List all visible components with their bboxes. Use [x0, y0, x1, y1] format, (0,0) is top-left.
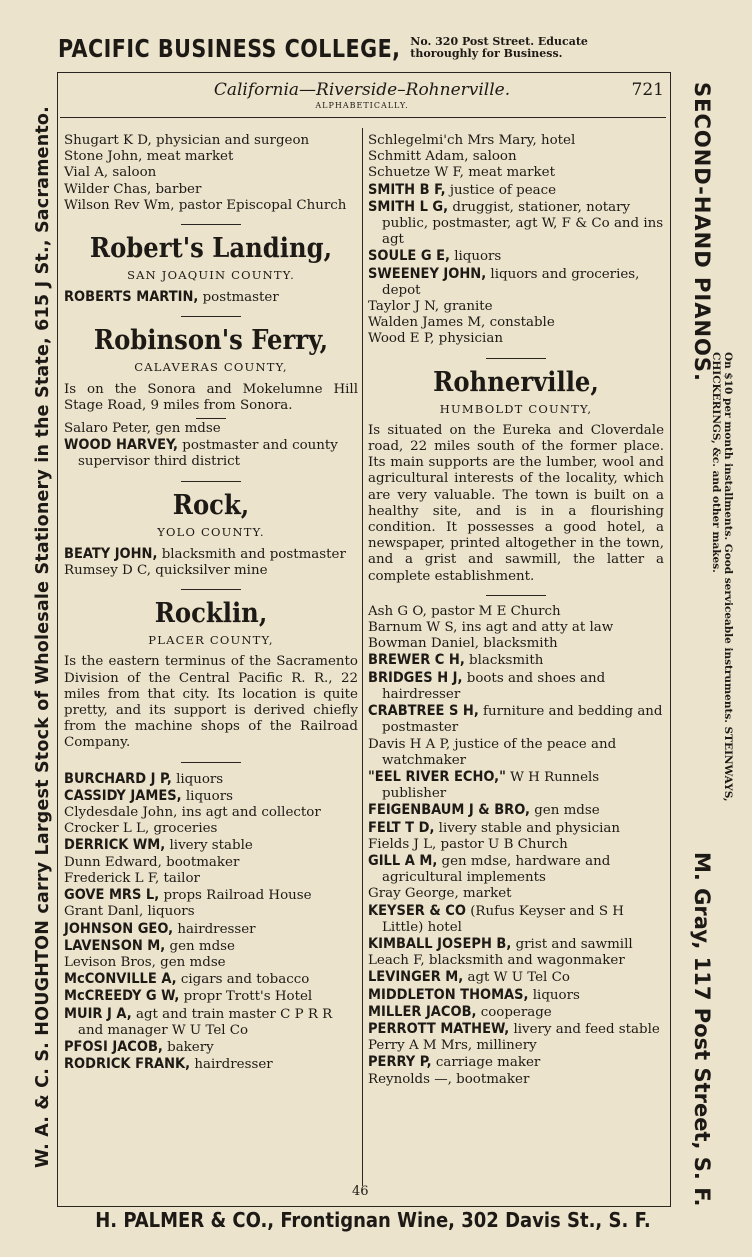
directory-entry	[64, 837, 358, 854]
footer-number: 46	[352, 1184, 369, 1199]
bottom-advertisement: H. PALMER & CO., Frontignan Wine, 302 Davis St., S. F.	[95, 1208, 651, 1232]
directory-entry	[368, 315, 664, 331]
section-rule	[486, 358, 546, 359]
section-rule	[181, 316, 241, 317]
entry-name: GILL A M,	[368, 852, 438, 869]
right-side-advertisement	[678, 82, 738, 1207]
short-dash	[196, 418, 226, 419]
directory-entry	[368, 853, 664, 886]
directory-entry	[64, 788, 358, 805]
directory-entry	[368, 886, 664, 902]
directory-entry	[64, 563, 358, 579]
county-label: CALAVERAS COUNTY,	[134, 360, 288, 375]
entry-text: props Railroad House	[159, 888, 312, 904]
page-number: 721	[631, 80, 664, 100]
directory-entry	[368, 769, 664, 802]
entry-text: gen mdse	[529, 803, 600, 819]
entry-text: livery stable	[165, 838, 253, 854]
directory-entry	[368, 266, 664, 299]
right-ad-main: SECOND-HAND PIANOS.	[690, 82, 714, 382]
place-heading: Rocklin,	[154, 598, 268, 630]
entry-text: Shugart K D, physician and surgeon	[64, 133, 310, 148]
entry-name: McCONVILLE A,	[64, 971, 177, 988]
directory-entry	[368, 987, 664, 1004]
entry-text: liquors	[171, 771, 224, 787]
entry-name: GOVE MRS L,	[64, 887, 160, 904]
entry-name: LEVINGER M,	[368, 969, 464, 986]
directory-entry	[64, 133, 358, 149]
directory-entry	[64, 855, 358, 871]
entry-name: MUIR J A,	[64, 1005, 132, 1022]
directory-entry	[64, 437, 358, 470]
directory-entry	[64, 1006, 358, 1039]
entry-text: Levison Bros, gen mdse	[64, 954, 226, 970]
entry-text: Schuetze W F, meat market	[368, 165, 555, 181]
directory-entry	[368, 903, 664, 936]
entry-name: SWEENEY JOHN,	[368, 265, 487, 282]
directory-entry	[368, 652, 664, 669]
place-heading: Robinson's Ferry,	[93, 325, 329, 357]
directory-entry	[368, 636, 664, 652]
entry-text: Ash G O, pastor M E Church	[368, 603, 561, 619]
directory-entry	[64, 289, 358, 306]
directory-entry	[64, 771, 358, 788]
entry-text: Wilder Chas, barber	[64, 181, 202, 197]
entry-name: PFOSI JACOB,	[64, 1038, 163, 1055]
entry-text: Salaro Peter, gen mdse	[64, 421, 221, 437]
directory-entry	[64, 871, 358, 887]
entry-text: liquors	[528, 987, 580, 1003]
entry-name: KIMBALL JOSEPH B,	[368, 935, 512, 952]
entry-text: liquors and groceries, depot	[382, 266, 640, 298]
directory-entry	[368, 802, 664, 819]
entry-name: LAVENSON M,	[64, 937, 166, 954]
entry-text: Davis H A P, justice of the peace and watchmaker	[368, 736, 617, 768]
directory-entry	[368, 620, 664, 636]
entry-text: Wilson Rev Wm, pastor Episcopal Church	[64, 197, 347, 213]
directory-entry	[64, 921, 358, 938]
top-ad-line2: thoroughly for Business.	[410, 47, 563, 60]
entry-text: Clydesdale John, ins agt and collector	[64, 805, 321, 821]
place-heading: Robert's Landing,	[89, 233, 333, 265]
directory-entry	[64, 1039, 358, 1056]
directory-entry	[368, 1072, 664, 1088]
entry-text: druggist, stationer, notary public, postmaster, agt W, F & Co and ins agt	[382, 199, 664, 248]
entry-text: blacksmith	[464, 653, 544, 669]
place-heading: Rock,	[172, 489, 250, 521]
entry-text: liquors	[449, 249, 502, 265]
right-ad-small: On $10 per month installments. Good serviceable instruments. STEINWAYS, CHICKERINGS, &c. and other makes.	[710, 352, 734, 802]
entry-text: propr Trott's Hotel	[179, 989, 313, 1005]
entry-text: livery and feed stable	[509, 1021, 660, 1037]
entry-text: Fields J L, pastor U B Church	[368, 836, 568, 852]
right-ad-tail: M. Gray, 117 Post Street, S. F.	[690, 852, 714, 1207]
entry-name: JOHNSON GEO,	[64, 920, 174, 937]
directory-entry	[64, 149, 358, 165]
entry-text: W H Runnels publisher	[382, 769, 600, 802]
entry-text: Leach F, blacksmith and wagonmaker	[368, 953, 625, 969]
directory-entry	[64, 198, 358, 214]
entry-name: BRIDGES H J,	[368, 669, 463, 686]
place-heading: Rohnerville,	[433, 366, 599, 398]
directory-entry	[64, 988, 358, 1005]
entry-name: SOULE G E,	[368, 248, 450, 265]
directory-entry	[368, 969, 664, 986]
directory-entry	[64, 955, 358, 971]
directory-entry	[368, 604, 664, 620]
entry-name: SMITH B F,	[368, 181, 446, 198]
entry-name: BURCHARD J P,	[64, 770, 172, 787]
right-column	[368, 133, 664, 1088]
entry-text: boots and shoes and hairdresser	[382, 670, 606, 702]
top-ad-detail	[410, 36, 588, 60]
directory-entry	[64, 887, 358, 904]
entry-text: Schlegelmi'ch Mrs Mary, hotel	[368, 133, 576, 148]
entry-name: WOOD HARVEY,	[64, 437, 179, 454]
directory-entry	[64, 1056, 358, 1073]
entry-name: "EEL RIVER ECHO,"	[368, 768, 506, 785]
header-rule	[60, 117, 666, 118]
directory-entry	[64, 904, 358, 920]
left-column	[64, 133, 358, 1073]
entry-text: cigars and tobacco	[176, 972, 310, 988]
entry-name: PERRY P,	[368, 1054, 432, 1071]
entry-name: BREWER C H,	[368, 652, 465, 669]
place-description: Is the eastern terminus of the Sacramento Division of the Central Pacific R. R., 22 miles from that city. Its location is quite pretty, and its support is derived chiefly from the machine shops of the Railroad Company.	[64, 654, 358, 751]
entry-text: cooperage	[476, 1004, 552, 1020]
directory-entry	[368, 149, 664, 165]
directory-entry	[64, 182, 358, 198]
directory-entry	[368, 182, 664, 199]
directory-entry	[368, 1038, 664, 1054]
directory-entry	[368, 953, 664, 969]
entry-name: MIDDLETON THOMAS,	[368, 986, 529, 1003]
section-rule	[181, 589, 241, 590]
top-ad-line1: No. 320 Post Street. Educate	[410, 35, 588, 48]
directory-entry	[368, 1054, 664, 1071]
entry-text: postmaster and county supervisor third district	[78, 438, 338, 470]
entry-text: liquors	[181, 788, 233, 804]
county-label: YOLO COUNTY.	[157, 524, 265, 539]
entry-text: justice of peace	[445, 182, 557, 198]
entry-text: agt and train master C P R R and manager W U Tel Co	[78, 1006, 333, 1038]
entry-text: hairdresser	[173, 921, 256, 937]
column-divider	[362, 128, 363, 1186]
directory-entry	[368, 331, 664, 347]
left-ad-text: W. A. & C. S. HOUGHTON carry Largest Stock of Wholesale Stationery in the State, 615 J St., Sacramento.	[33, 106, 53, 1168]
entry-text: Crocker L L, groceries	[64, 821, 218, 837]
entry-text: Barnum W S, ins agt and atty at law	[368, 620, 614, 636]
entry-text: postmaster	[198, 290, 279, 306]
directory-entry	[368, 165, 664, 181]
directory-entry	[368, 1004, 664, 1021]
entry-text: gen mdse, hardware and agricultural implements	[382, 853, 611, 886]
entry-name: SMITH L G,	[368, 198, 449, 215]
county-label: SAN JOAQUIN COUNTY.	[127, 268, 295, 283]
entry-name: ROBERTS MARTIN,	[64, 289, 199, 306]
directory-entry	[64, 821, 358, 837]
entry-text: Reynolds —, bootmaker	[368, 1071, 530, 1087]
section-rule	[486, 595, 546, 596]
page-header	[60, 80, 664, 116]
directory-entry	[368, 199, 664, 249]
directory-entry	[64, 938, 358, 955]
entry-name: CASSIDY JAMES,	[64, 787, 182, 804]
place-description: Is situated on the Eureka and Cloverdale road, 22 miles south of the former place. Its main supports are the lumber, wool and agricultural interests of the locality, which are very valuable. The town is built on a healthy site, and is in a flourishing condition. It possesses a good hotel, a newspaper, printed altogether in the town, and a grist and sawmill, the latter a complete establishment.	[368, 422, 664, 584]
entry-text: Stone John, meat market	[64, 149, 234, 165]
page-subtitle: ALPHABETICALLY.	[315, 101, 409, 110]
county-label: HUMBOLDT COUNTY,	[439, 401, 593, 416]
entry-text: Bowman Daniel, blacksmith	[368, 636, 558, 652]
directory-entry	[368, 133, 664, 149]
entry-text: Perry A M Mrs, millinery	[368, 1038, 537, 1054]
entry-name: KEYSER & CO	[368, 902, 466, 919]
entry-text: Walden James M, constable	[368, 315, 555, 331]
entry-name: DERRICK WM,	[64, 837, 166, 854]
entry-name: CRABTREE S H,	[368, 703, 479, 720]
entry-name: FELT T D,	[368, 819, 435, 836]
top-advertisement	[58, 30, 668, 66]
directory-entry	[368, 299, 664, 315]
directory-entry	[368, 1021, 664, 1038]
section-rule	[181, 224, 241, 225]
directory-entry	[368, 820, 664, 837]
entry-text: agt W U Tel Co	[463, 970, 570, 986]
entry-text: Taylor J N, granite	[368, 299, 493, 315]
directory-entry	[368, 248, 664, 265]
section-rule	[181, 762, 241, 763]
page-title: California—Riverside–Rohnerville.	[213, 80, 511, 100]
county-label: PLACER COUNTY,	[148, 633, 274, 648]
entry-text: grist and sawmill	[511, 936, 633, 952]
entry-text: Dunn Edward, bootmaker	[64, 854, 240, 870]
entry-name: BEATY JOHN,	[64, 545, 158, 562]
entry-text: Schmitt Adam, saloon	[368, 149, 517, 165]
entry-text: livery stable and physician	[434, 820, 620, 836]
entry-name: RODRICK FRANK,	[64, 1056, 191, 1073]
directory-entry	[64, 546, 358, 563]
entry-text: Frederick L F, tailor	[64, 870, 200, 886]
entry-text: Vial A, saloon	[64, 165, 157, 181]
entry-text: (Rufus Keyser and S H Little) hotel	[382, 903, 624, 935]
entry-text: furniture and bedding and postmaster	[382, 704, 663, 736]
entry-text: blacksmith and postmaster	[157, 546, 346, 562]
directory-entry	[368, 670, 664, 703]
entry-text: Gray George, market	[368, 886, 512, 902]
directory-entry	[368, 837, 664, 853]
entry-name: FEIGENBAUM J & BRO,	[368, 802, 530, 819]
entry-name: PERROTT MATHEW,	[368, 1020, 510, 1037]
entry-text: Wood E P, physician	[368, 331, 503, 347]
directory-entry	[64, 805, 358, 821]
directory-entry	[368, 703, 664, 736]
directory-entry	[368, 936, 664, 953]
entry-text: bakery	[162, 1039, 214, 1055]
directory-entry	[64, 165, 358, 181]
entry-text: hairdresser	[190, 1057, 273, 1073]
section-rule	[181, 481, 241, 482]
top-ad-main: PACIFIC BUSINESS COLLEGE,	[58, 33, 401, 63]
directory-entry	[64, 971, 358, 988]
directory-entry	[64, 421, 358, 437]
entry-text: carriage maker	[431, 1055, 541, 1071]
directory-entry	[368, 737, 664, 769]
entry-text: Grant Danl, liquors	[64, 904, 195, 920]
entry-name: MILLER JACOB,	[368, 1003, 477, 1020]
place-description: Is on the Sonora and Mokelumne Hill Stage Road, 9 miles from Sonora.	[64, 381, 358, 413]
entry-name: McCREEDY G W,	[64, 988, 180, 1005]
entry-text: gen mdse	[165, 938, 235, 954]
entry-text: Rumsey D C, quicksilver mine	[64, 563, 268, 579]
